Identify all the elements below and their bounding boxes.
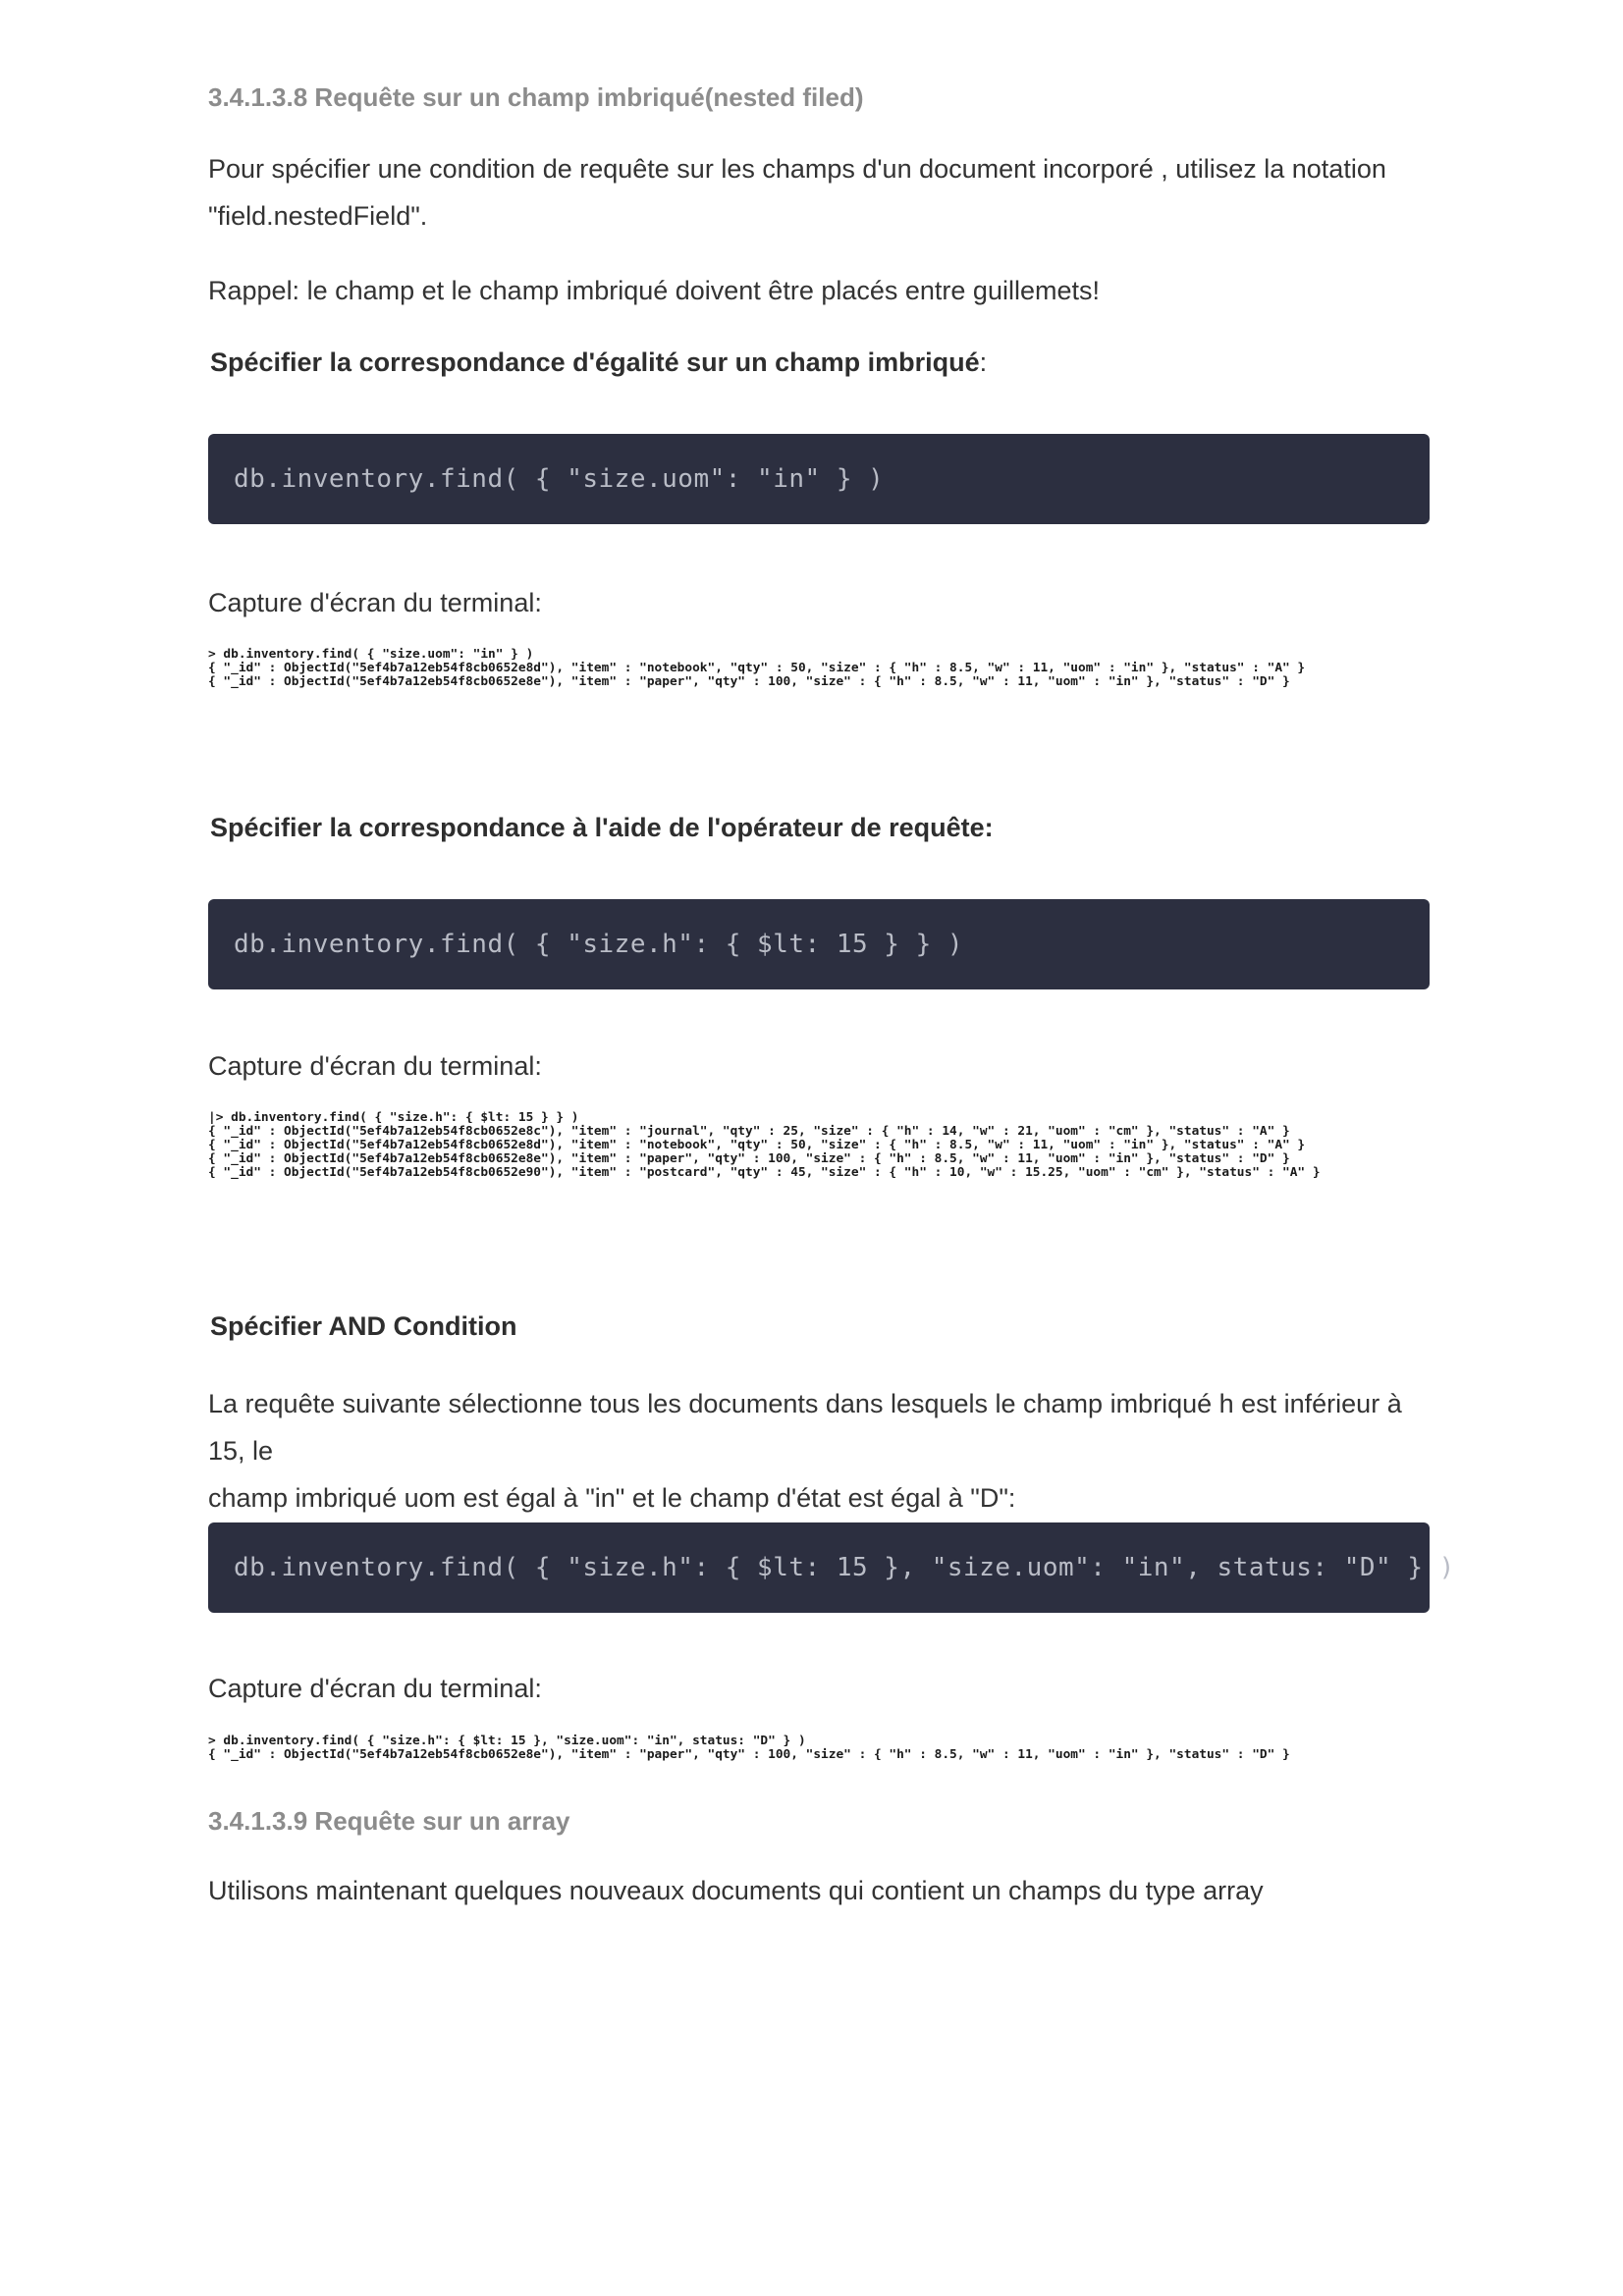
- terminal-line: { "_id" : ObjectId("5ef4b7a12eb54f8cb0652e8c"), "item" : "journal", "qty" : 25, "size" : { "h" : 14, "w" : 21, "uom" : "cm" }, "status" : "A" }: [208, 1124, 1290, 1139]
- intro-line-2: "field.nestedField".: [208, 201, 428, 231]
- terminal-screenshot-equality: [208, 648, 1430, 689]
- equality-match-title-colon: :: [979, 347, 988, 377]
- intro-line-1: Pour spécifier une condition de requête sur les champs d'un document incorporé , utilisez la notation: [208, 154, 1386, 184]
- code-block-and-condition: [208, 1522, 1455, 1613]
- terminal-line: |> db.inventory.find( { "size.h": { $lt: 15 } } ): [208, 1110, 579, 1125]
- terminal-line: { "_id" : ObjectId("5ef4b7a12eb54f8cb0652e8d"), "item" : "notebook", "qty" : 50, "size" : { "h" : 8.5, "w" : 11, "uom" : "in" }, "status" : "A" }: [208, 661, 1306, 675]
- code-block-operator: [208, 899, 1430, 989]
- equality-match-title-text: Spécifier la correspondance d'égalité sur un champ imbriqué: [210, 347, 980, 377]
- and-condition-title: Spécifier AND Condition: [210, 1311, 517, 1341]
- terminal-line: { "_id" : ObjectId("5ef4b7a12eb54f8cb0652e8e"), "item" : "paper", "qty" : 100, "size" : { "h" : 8.5, "w" : 11, "uom" : "in" }, "status" : "D" }: [208, 1151, 1290, 1166]
- array-intro-paragraph: Utilisons maintenant quelques nouveaux documents qui contient un champs du type array: [208, 1876, 1264, 1905]
- section-heading-nested-field: 3.4.1.3.8 Requête sur un champ imbriqué(nested filed): [208, 82, 864, 112]
- intro-paragraph: [208, 145, 1430, 240]
- terminal-line: { "_id" : ObjectId("5ef4b7a12eb54f8cb0652e8d"), "item" : "notebook", "qty" : 50, "size" : { "h" : 8.5, "w" : 11, "uom" : "in" }, "status" : "A" }: [208, 1138, 1306, 1152]
- terminal-line: { "_id" : ObjectId("5ef4b7a12eb54f8cb0652e8e"), "item" : "paper", "qty" : 100, "size" : { "h" : 8.5, "w" : 11, "uom" : "in" }, "status" : "D" }: [208, 1747, 1290, 1762]
- equality-match-title: [210, 347, 987, 378]
- terminal-line: { "_id" : ObjectId("5ef4b7a12eb54f8cb0652e8e"), "item" : "paper", "qty" : 100, "size" : { "h" : 8.5, "w" : 11, "uom" : "in" }, "status" : "D" }: [208, 674, 1290, 689]
- terminal-caption-equality: Capture d'écran du terminal:: [208, 588, 542, 617]
- and-condition-line-1: La requête suivante sélectionne tous les documents dans lesquels le champ imbriqué h est inférieur à 15, le: [208, 1389, 1402, 1466]
- and-condition-line-2: champ imbriqué uom est égal à "in" et le champ d'état est égal à "D":: [208, 1483, 1016, 1513]
- reminder-paragraph: Rappel: le champ et le champ imbriqué doivent être placés entre guillemets!: [208, 276, 1100, 305]
- terminal-screenshot-operator: [208, 1111, 1430, 1180]
- section-heading-array: 3.4.1.3.9 Requête sur un array: [208, 1806, 570, 1836]
- and-condition-description: [208, 1380, 1430, 1522]
- terminal-line: > db.inventory.find( { "size.h": { $lt: 15 }, "size.uom": "in", status: "D" } ): [208, 1734, 806, 1748]
- code-and-condition: db.inventory.find( { "size.h": { $lt: 15 }, "size.uom": "in", status: "D" } ): [234, 1553, 1455, 1582]
- code-block-equality: [208, 434, 1430, 524]
- code-operator: db.inventory.find( { "size.h": { $lt: 15 } } ): [234, 930, 964, 959]
- terminal-caption-operator: Capture d'écran du terminal:: [208, 1051, 542, 1081]
- terminal-caption-and-condition: Capture d'écran du terminal:: [208, 1674, 542, 1703]
- terminal-screenshot-and-condition: [208, 1735, 1430, 1762]
- terminal-line: { "_id" : ObjectId("5ef4b7a12eb54f8cb0652e90"), "item" : "postcard", "qty" : 45, "size" : { "h" : 10, "w" : 15.25, "uom" : "cm" }, "status" : "A" }: [208, 1165, 1321, 1180]
- code-equality: db.inventory.find( { "size.uom": "in" } ): [234, 464, 885, 494]
- operator-match-title: Spécifier la correspondance à l'aide de l'opérateur de requête:: [210, 813, 994, 842]
- terminal-line: > db.inventory.find( { "size.uom": "in" } ): [208, 647, 534, 662]
